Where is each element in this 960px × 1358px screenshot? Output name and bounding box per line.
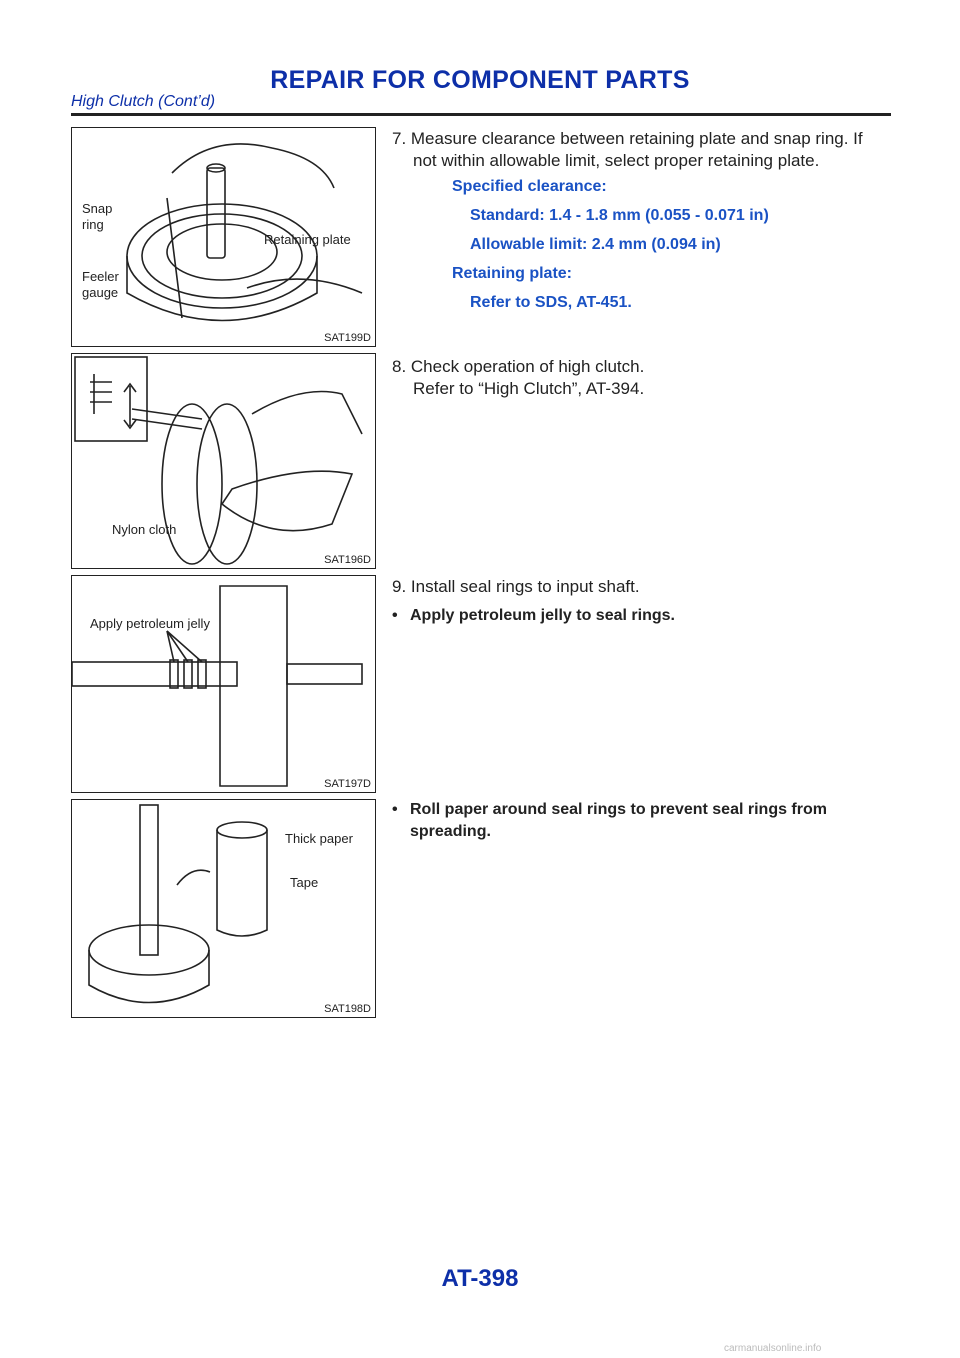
spec-standard: Standard: 1.4 - 1.8 mm (0.055 - 0.071 in) <box>470 207 769 224</box>
label-feeler: Feeler <box>82 269 119 284</box>
section-subtitle: High Clutch (Cont’d) <box>71 93 216 110</box>
high-clutch-operation-illustration <box>72 354 375 568</box>
step-7-line2: not within allowable limit, select proper retaining plate. <box>413 151 820 170</box>
step-8-line2: Refer to “High Clutch”, AT-394. <box>413 379 645 398</box>
bullet-text-line2: spreading. <box>410 823 491 840</box>
thick-paper-tape-illustration <box>72 800 375 1017</box>
clutch-snap-ring-illustration <box>72 128 375 346</box>
spec-retaining-plate-label: Retaining plate: <box>452 265 573 282</box>
watermark: carmanualsonline.info <box>724 1343 822 1354</box>
spec-allowable-limit: Allowable limit: 2.4 mm (0.094 in) <box>470 236 721 253</box>
bullet-symbol: • <box>392 607 398 624</box>
label-thick-paper: Thick paper <box>285 831 353 846</box>
step-9-line1: 9. Install seal rings to input shaft. <box>392 577 640 596</box>
bullet-roll-paper <box>392 799 892 843</box>
step-7-text <box>392 128 892 172</box>
step-9-text <box>392 576 892 598</box>
page-title: REPAIR FOR COMPONENT PARTS <box>270 66 690 94</box>
figure-sat197d <box>71 575 376 793</box>
bullet-symbol: • <box>392 801 398 818</box>
bullet-text: Apply petroleum jelly to seal rings. <box>410 607 675 624</box>
label-gauge: gauge <box>82 285 119 300</box>
bullet-petroleum-jelly <box>392 605 892 627</box>
figure-sat199d <box>71 127 376 347</box>
step-8-text <box>392 356 892 400</box>
figure-code: SAT197D <box>324 778 371 790</box>
spec-retaining-plate-ref: Refer to SDS, AT-451. <box>470 294 632 311</box>
figure-sat198d <box>71 799 376 1018</box>
spec-clearance-label: Specified clearance: <box>452 178 607 195</box>
figure-code: SAT198D <box>324 1003 371 1015</box>
label-nylon-cloth: Nylon cloth <box>112 522 177 537</box>
label-snap: Snap <box>82 201 113 216</box>
step-7-line1: 7. Measure clearance between retaining plate and snap ring. If <box>392 129 863 148</box>
step-8-line1: 8. Check operation of high clutch. <box>392 357 645 376</box>
input-shaft-seal-ring-illustration <box>72 576 375 792</box>
label-ring: ring <box>82 217 104 232</box>
figure-sat196d <box>71 353 376 569</box>
figure-code: SAT196D <box>324 554 371 566</box>
label-retaining-plate: Retaining plate <box>264 232 351 247</box>
label-tape: Tape <box>290 875 319 890</box>
page-number: AT-398 <box>441 1265 519 1292</box>
header-rule <box>71 113 891 116</box>
bullet-text-line1: Roll paper around seal rings to prevent seal rings from <box>410 801 827 818</box>
figure-code: SAT199D <box>324 332 371 344</box>
label-apply-petroleum-jelly: Apply petroleum jelly <box>90 616 210 631</box>
